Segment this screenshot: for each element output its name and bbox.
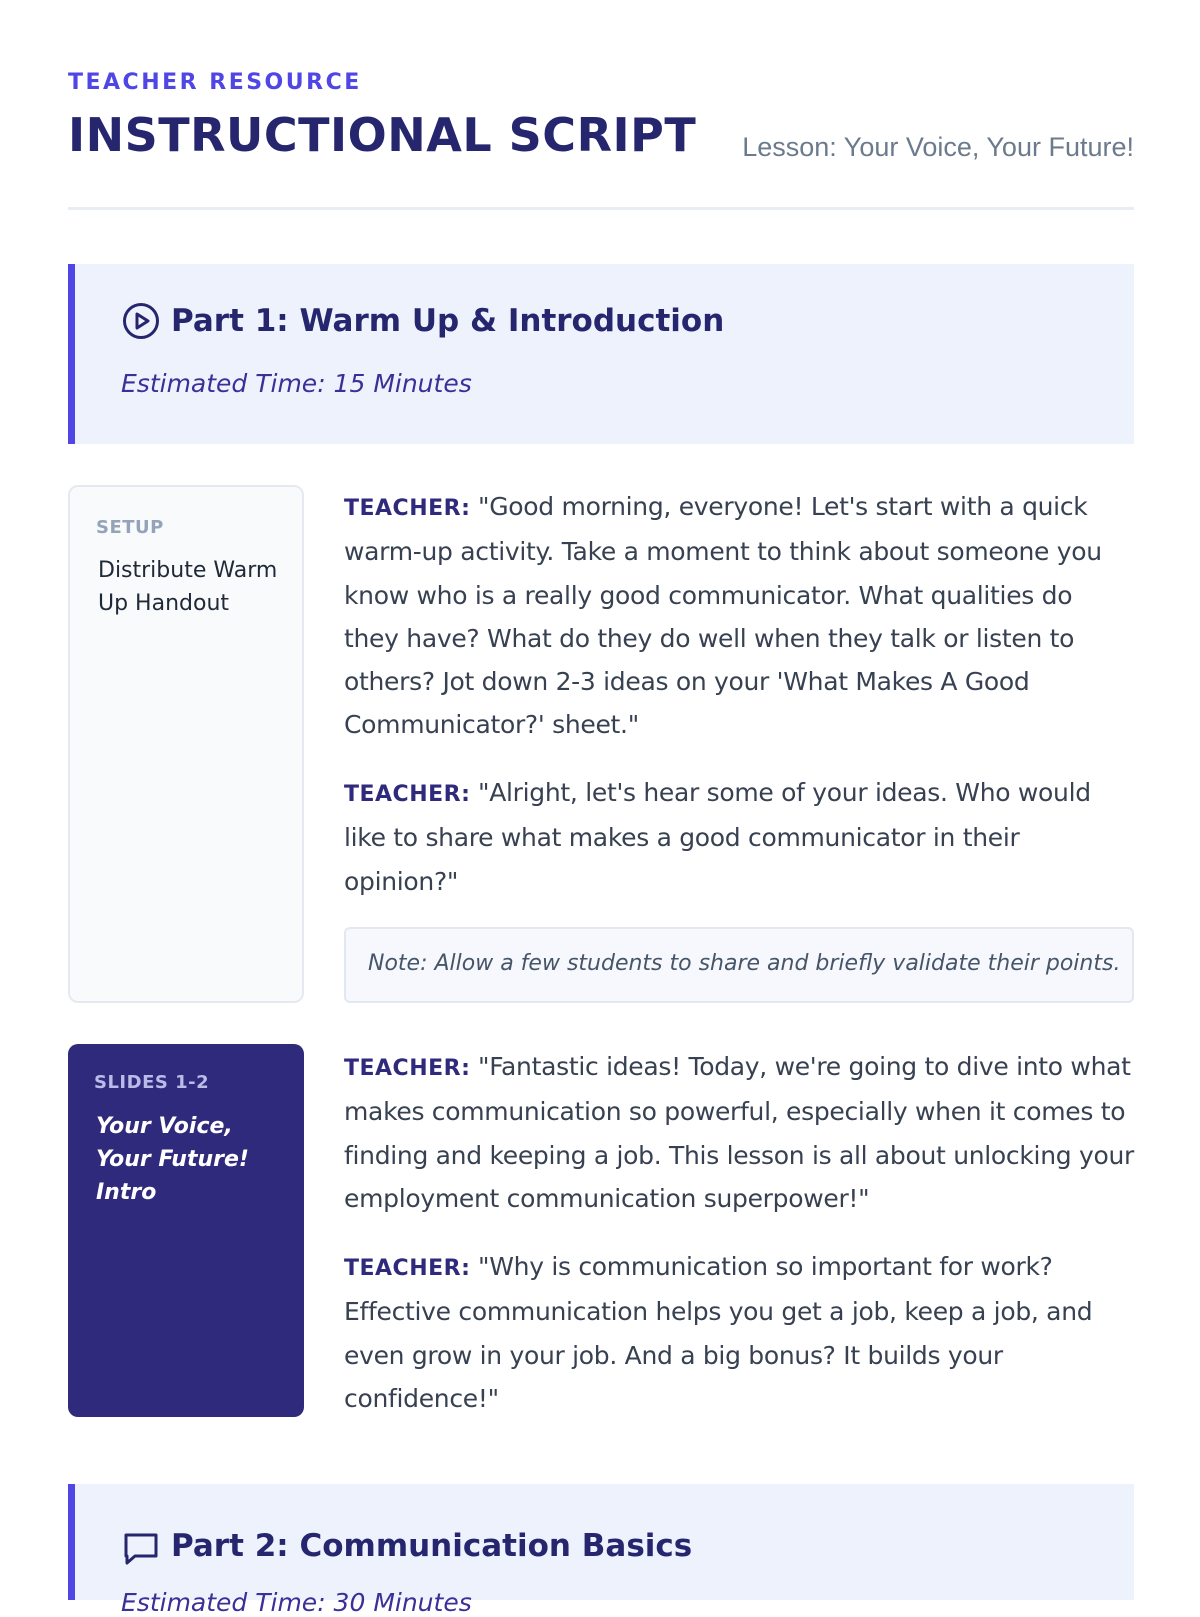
- note-text: Note: Allow a few students to share and briefly validate their points.: [368, 951, 1121, 976]
- title-row: [68, 108, 1134, 168]
- part-2-title: Part 2: Communication Basics: [171, 1528, 693, 1564]
- script-paragraph: [344, 1045, 1134, 1220]
- dialogue-text: "Why is communication so important for work? Effective communication helps you get a job, keep a job, and even grow in your job. And a big bonus? It builds your confidence!": [344, 1252, 1093, 1413]
- slides-label: SLIDES 1-2: [94, 1072, 210, 1093]
- part-1-title: Part 1: Warm Up & Introduction: [171, 303, 725, 339]
- dialogue-text: "Alright, let's hear some of your ideas. Who would like to share what makes a good communicator in their opinion?": [344, 778, 1091, 896]
- dialogue-text: "Good morning, everyone! Let's start with a quick warm-up activity. Take a moment to think about someone you know who is a really good communicator. What qualities do they have? What do they do well when they talk or listen to others? Jot down 2-3 ideas on your 'What Makes A Good Communicator?' sheet.": [344, 492, 1102, 740]
- script-paragraph: [344, 485, 1134, 747]
- slides-card: [68, 1044, 304, 1417]
- slides-text: Your Voice, Your Future! Intro: [96, 1114, 249, 1205]
- setup-label: SETUP: [96, 517, 164, 538]
- part-2-header: [68, 1484, 1134, 1617]
- script-paragraph: [344, 1245, 1134, 1420]
- part-2-time: Estimated Time: 30 Minutes: [121, 1588, 472, 1617]
- lesson-subtitle: Lesson: Your Voice, Your Future!: [742, 132, 1134, 162]
- script-paragraph: [344, 771, 1134, 903]
- chat-bubble-icon: [121, 1528, 161, 1568]
- play-circle-icon: [121, 301, 161, 341]
- part-1-time: Estimated Time: 15 Minutes: [121, 369, 472, 398]
- header-divider: [68, 207, 1134, 210]
- speaker-label: TEACHER:: [344, 1056, 471, 1081]
- eyebrow-label: TEACHER RESOURCE: [68, 70, 362, 95]
- page-title: INSTRUCTIONAL SCRIPT: [68, 108, 697, 162]
- dialogue-text: "Fantastic ideas! Today, we're going to dive into what makes communication so powerful, especially when it comes to finding and keeping a job. This lesson is all about unlocking your employment communication superpower!": [344, 1052, 1134, 1213]
- speaker-label: TEACHER:: [344, 1256, 471, 1281]
- speaker-label: TEACHER:: [344, 496, 471, 521]
- speaker-label: TEACHER:: [344, 782, 471, 807]
- setup-card: [68, 485, 304, 1003]
- part-1-header: [68, 264, 1134, 444]
- teacher-note: [344, 927, 1134, 1003]
- setup-text: Distribute Warm Up Handout: [98, 558, 278, 616]
